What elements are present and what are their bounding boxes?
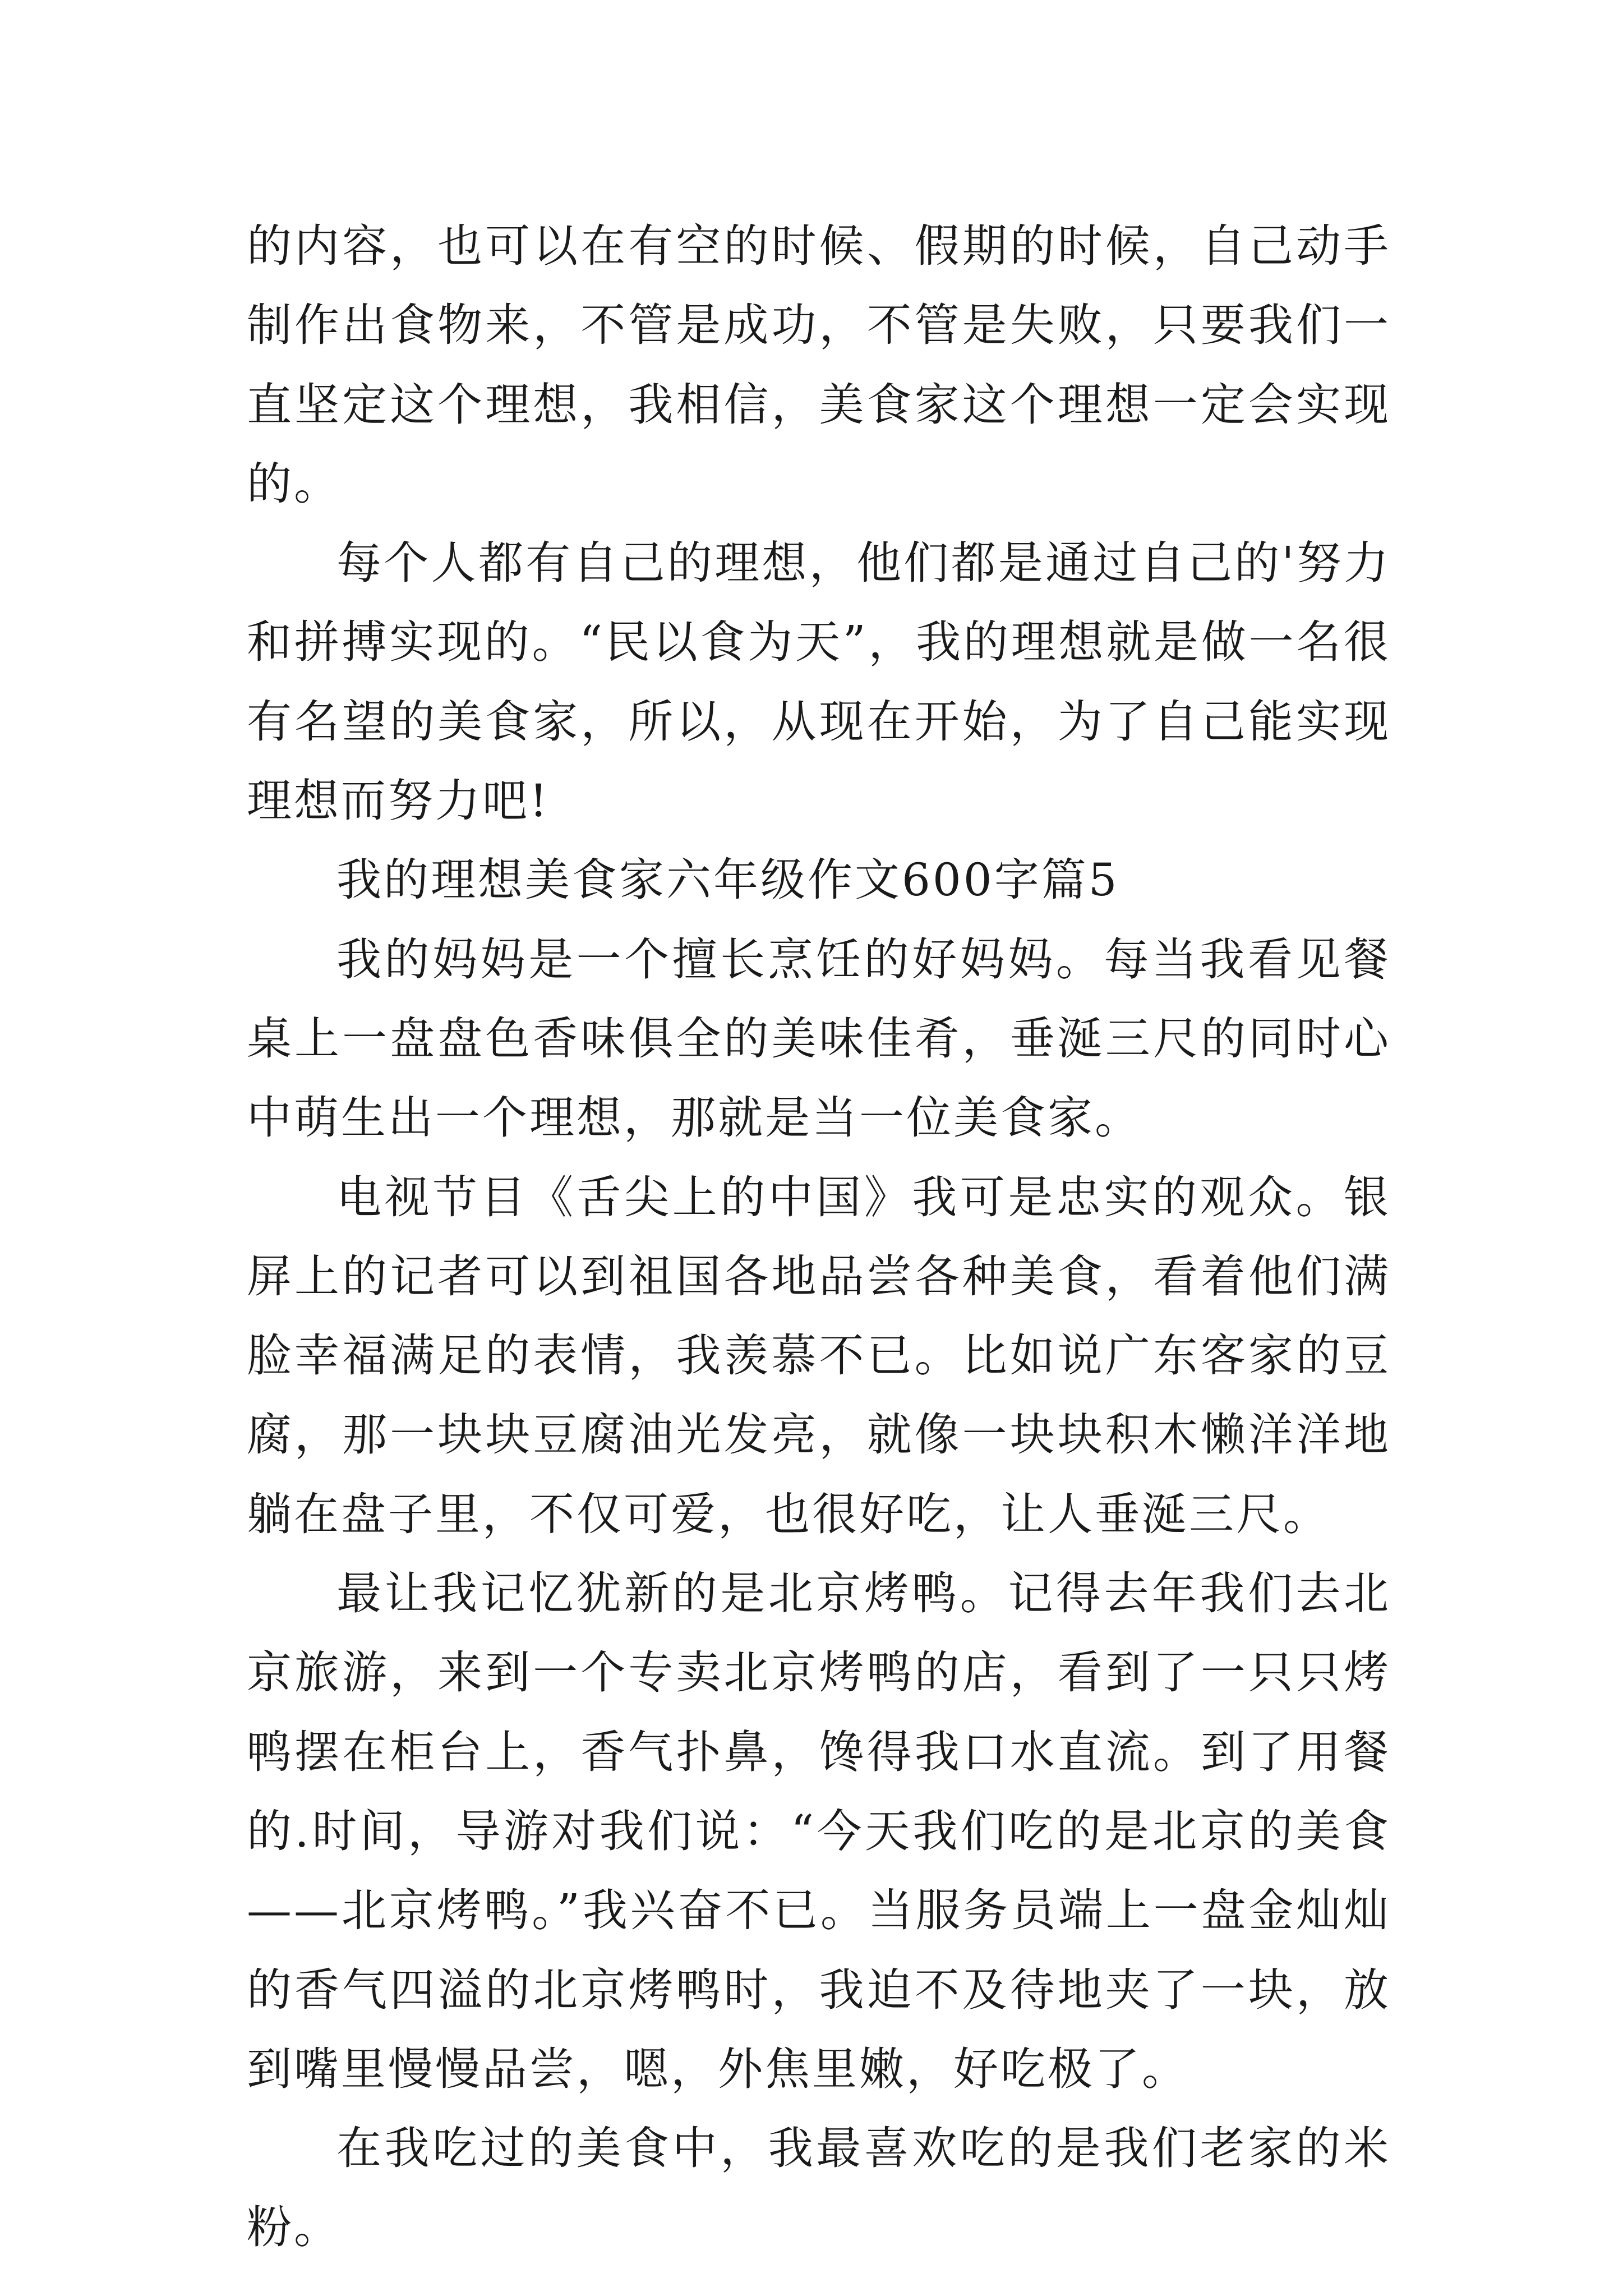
document-body	[247, 206, 1391, 2267]
paragraph-2: 每个人都有自己的理想，他们都是通过自己的'努力和拼搏实现的。“民以食为天”，我的理想就是做一名很有名望的美食家，所以，从现在开始，为了自己能实现理想而努力吧!	[247, 537, 1391, 827]
paragraph-6: 在我吃过的美食中，我最喜欢吃的是我们老家的米粉。	[247, 2122, 1391, 2254]
paragraph-1: 的内容，也可以在有空的时候、假期的时候，自己动手制作出食物来，不管是成功，不管是失败，只要我们一直坚定这个理想，我相信，美食家这个理想一定会实现的。	[247, 220, 1391, 510]
paragraph-4: 电视节目《舌尖上的中国》我可是忠实的观众。银屏上的记者可以到祖国各地品尝各种美食，看着他们满脸幸福满足的表情，我羡慕不已。比如说广东客家的豆腐，那一块块豆腐油光发亮，就像一块块积木懒洋洋地躺在盘子里，不仅可爱，也很好吃，让人垂涎三尺。	[247, 1171, 1391, 1540]
paragraph-3: 我的妈妈是一个擅长烹饪的好妈妈。每当我看见餐桌上一盘盘色香味俱全的美味佳肴，垂涎三尺的同时心中萌生出一个理想，那就是当一位美食家。	[247, 933, 1391, 1144]
section-heading: 我的理想美食家六年级作文600字篇5	[336, 854, 1119, 907]
paragraph-5: 最让我记忆犹新的是北京烤鸭。记得去年我们去北京旅游，来到一个专卖北京烤鸭的店，看到了一只只烤鸭摆在柜台上，香气扑鼻，馋得我口水直流。到了用餐的.时间，导游对我们说：“今天我们吃的是北京的美食——北京烤鸭。”我兴奋不已。当服务员端上一盘金灿灿的香气四溢的北京烤鸭时，我迫不及待地夹了一块，放到嘴里慢慢品尝，嗯，外焦里嫩，好吃极了。	[247, 1567, 1391, 2095]
